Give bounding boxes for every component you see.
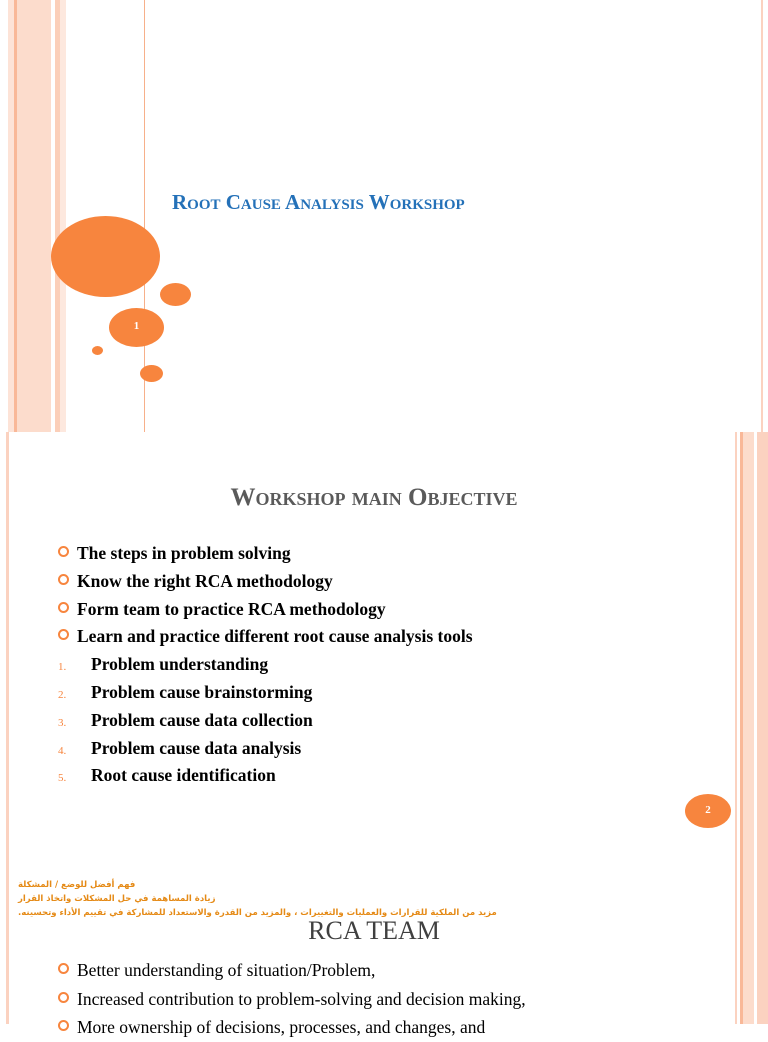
item-number: 4. (58, 744, 67, 757)
slide-1 (0, 0, 768, 432)
decor-stripe (17, 0, 51, 432)
numbered-item: 5. Root cause identification (58, 762, 473, 790)
circle-bullet-icon (58, 574, 69, 585)
list-item: Increased contribution to problem-solving and decision making, (58, 985, 526, 1014)
decor-stripe (60, 0, 66, 432)
circle-bullet-icon (58, 963, 69, 974)
list-item: Learn and practice different root cause analysis tools (58, 623, 473, 651)
arabic-note-line: زيادة المساهمة في حل المشكلات واتخاذ القرار (18, 894, 216, 904)
list-item: The steps in problem solving (58, 540, 473, 568)
slide-3 (0, 864, 768, 1037)
objectives-list (58, 540, 473, 790)
circle-bullet-icon (58, 629, 69, 640)
list-item: Know the right RCA methodology (58, 568, 473, 596)
numbered-item: 3. Problem cause data collection (58, 707, 473, 735)
numbered-item: 4. Problem cause data analysis (58, 735, 473, 763)
item-number: 2. (58, 688, 67, 701)
item-number: 1. (58, 661, 67, 674)
slide-title: Workshop main Objective (230, 484, 518, 511)
numbered-item: 1. Problem understanding (58, 651, 473, 679)
decor-stripe (761, 0, 763, 432)
item-number: 5. (58, 772, 67, 785)
decor-stripe (757, 432, 768, 864)
decor-circle-large (51, 216, 160, 297)
decor-circle-small (160, 283, 191, 306)
page-number: 1 (133, 320, 140, 332)
item-number: 3. (58, 716, 67, 729)
benefits-list (58, 956, 526, 1042)
decor-stripe (757, 864, 768, 1024)
page-number: 2 (705, 804, 711, 816)
list-item: Form team to practice RCA methodology (58, 596, 473, 624)
numbered-item: 2. Problem cause brainstorming (58, 679, 473, 707)
arabic-note-line: فهم أفضل للوضع / المشكلة (18, 880, 136, 890)
circle-bullet-icon (58, 992, 69, 1003)
slide-2 (0, 432, 768, 864)
slide-title: RCA TEAM (308, 916, 440, 945)
slide-title: Root Cause Analysis Workshop (172, 190, 465, 214)
decor-circle-tiny (92, 346, 103, 355)
list-item: Better understanding of situation/Problem, (58, 956, 526, 985)
circle-bullet-icon (58, 1020, 69, 1031)
circle-bullet-icon (58, 546, 69, 557)
circle-bullet-icon (58, 602, 69, 613)
arabic-note-line: مزيد من الملكية للقرارات والعمليات والتغييرات ، والمزيد من القدرة والاستعداد للمشاركة في تقييم الأداء وتحسينه. (18, 908, 497, 918)
decor-circle-small (140, 365, 163, 382)
list-item: More ownership of decisions, processes, and changes, and (58, 1013, 526, 1042)
